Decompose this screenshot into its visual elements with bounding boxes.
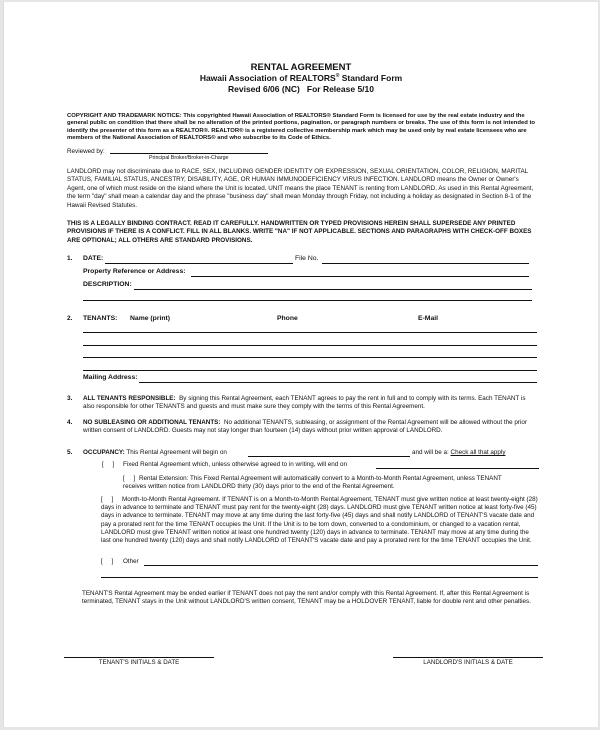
section-3-number: 3. (67, 395, 73, 402)
month-to-month-text: Month-to-Month Rental Agreement. If TENANT is on a Month-to-Month Rental Agreement, TENANT must give written notice at least twenty-eight (28) days in advance to terminate and TENANT must pay rent for the twenty-eight (28) days. LANDLORD must give TENANT written notice at least forty-five (45) days in advance to terminate. TENANT may move at any time during the last forty-five (45) days and shall notify LANDLORD of TENANT'S vacate date and pay a prorated rent for the time TENANT occupies the Unit. If the Unit is to be torn down, converted to a condominium, or changed to a vacation rental, LANDLORD must give TENANT written notice at least one hundred twenty (120) days in advance to terminate. TENANT may move at any time during the last one hundred twenty (120) days and shall notify LANDLORD of TENANT'S vacate date and pay a prorated rent for the time TENANT occupies the Unit. (101, 496, 538, 545)
other-label: Other (123, 558, 139, 565)
and-will-be-text: and will be a: (412, 449, 449, 456)
section-5-number: 5. (67, 449, 73, 456)
copyright-body: This copyrighted Hawaii Association of REALTORS® Standard Form is licensed for use by the real estate industry and the general public on condition that there shall be no alteration of the printed portions, pagination, or paragraph numbers or breaks. The use of this form is not intended to identify the presenter of this form as a REALTOR®. REALTOR® is a registered collective membership mark which may be used only by real estate licensees who are members of the National Association of REALTORS® and who subscribe to its Code of Ethics. (67, 113, 536, 141)
tenant-row-1[interactable] (83, 332, 537, 333)
tenant-row-4[interactable] (83, 370, 537, 371)
reviewed-by-label: Reviewed by: (67, 148, 105, 155)
extension-text: Rental Extension: This Fixed Rental Agreement will automatically convert to a Month-to-Month Rental Agreement, unless TENANT receives written notice from LANDLORD thirty (30) days prior to the end of the Rental Agreement. (123, 475, 502, 491)
section-3-text (83, 395, 535, 411)
other-field[interactable] (144, 565, 538, 566)
fixed-end-date-field[interactable] (376, 468, 539, 469)
property-address-label: Property Reference or Address: (83, 268, 186, 275)
date-label: DATE: (83, 255, 104, 262)
section-3-heading: ALL TENANTS RESPONSIBLE: (83, 395, 176, 402)
tenants-label: TENANTS: (83, 315, 118, 322)
fixed-checkbox[interactable]: [ ] (102, 461, 115, 468)
occupancy-intro: This Rental Agreement will begin on (126, 449, 227, 456)
tenant-initials-label: TENANT'S INITIALS & DATE (98, 659, 180, 666)
occupancy-begin-date-field[interactable] (248, 456, 410, 457)
termination-paragraph: TENANT'S Rental Agreement may be ended earlier if TENANT does not pay the rent and/or comply with this Rental Agreement. If, after this Rental Agreement is terminated, TENANT stays in the Unit without LANDLORD'S written consent, TENANT may be a HOLDOVER TENANT, liable for double rent and other penalties. (82, 590, 531, 606)
description-field-line-2[interactable] (83, 300, 532, 301)
copyright-heading: COPYRIGHT AND TRADEMARK NOTICE: (67, 113, 182, 119)
check-all-hint: Check all that apply (450, 449, 506, 456)
occupancy-intro-post (412, 449, 505, 457)
tenant-row-2[interactable] (83, 345, 537, 346)
landlord-initials-field[interactable] (393, 657, 543, 658)
subtitle-suffix: Standard Form (339, 73, 403, 83)
document-subtitle (4, 73, 598, 83)
tenants-col-email: E-Mail (418, 315, 439, 322)
tenant-initials-field[interactable] (64, 657, 214, 658)
section-3-body: By signing this Rental Agreement, each TENANT agrees to pay the rent in full and to comply with its terms. Each TENANT is also responsible for other TENANTS and guests and must make sure they comply with the terms of this Rental Agreement. (83, 395, 526, 411)
subtitle-text: Hawaii Association of REALTORS (199, 73, 336, 83)
occupancy-heading: OCCUPANCY: (83, 449, 125, 456)
tenant-row-3[interactable] (83, 357, 537, 358)
section-2-number: 2. (67, 315, 73, 322)
other-checkbox[interactable]: [ ] (101, 558, 114, 565)
property-address-field[interactable] (191, 276, 529, 277)
discrimination-paragraph: LANDLORD may not discriminate due to RACE, SEX, INCLUDING GENDER IDENTITY OR EXPRESSION, SEXUAL ORIENTATION, COLOR, RELIGION, MARITAL STATUS, FAMILIAL STATUS, ANCESTRY, DISABILITY, AGE, OR HUMAN IMMUNODEFICIENCY VIRUS INFECTION. LANDLORD means the Owner or Owner's Agent, one of which must reside on the island where the Unit is located. UNIT means the place TENANT is renting from LANDLORD. As used in this Rental Agreement, the term "day" shall mean a calendar day and the phrase "business day" shall mean Monday through Friday, not including a holiday as designated in Section 8-1 of the Hawaii Revised Statutes. (67, 168, 534, 209)
mailing-address-label: Mailing Address: (83, 374, 138, 381)
registered-mark: ® (335, 73, 340, 79)
section-4-heading: NO SUBLEASING OR ADDITIONAL TENANTS: (83, 419, 221, 426)
document-page (3, 2, 599, 727)
revision-line: Revised 6/06 (NC) For Release 5/10 (228, 84, 374, 94)
mailing-address-field[interactable] (139, 382, 537, 383)
other-field-line-2[interactable] (101, 577, 538, 578)
fixed-label: Fixed Rental Agreement which, unless otherwise agreed to in writing, will end on (123, 461, 348, 468)
tenants-col-phone: Phone (277, 315, 298, 322)
month-to-month-checkbox[interactable]: [ ] (101, 496, 114, 503)
file-no-label: File No. (295, 255, 319, 262)
extension-checkbox[interactable]: [ ] (123, 475, 136, 482)
binding-contract-notice: THIS IS A LEGALLY BINDING CONTRACT. READ IT CAREFULLY. HANDWRITTEN OR TYPED PROVISIONS HEREIN SHALL SUPERSEDE ANY PRINTED PROVISIONS IF THERE IS A CONFLICT. FILL IN ALL BLANKS. WRITE "NA" IF NOT APPLICABLE. SECTIONS AND PARAGRAPHS WITH CHECK-OFF BOXES ARE OPTIONAL; ALL OTHERS ARE STANDARD PROVISIONS. (67, 220, 532, 244)
section-4-number: 4. (67, 419, 73, 426)
description-label: DESCRIPTION: (83, 281, 132, 288)
section-1-number: 1. (67, 255, 73, 262)
file-no-field[interactable] (322, 263, 529, 264)
description-field[interactable] (134, 289, 532, 290)
reviewed-by-caption: Principal Broker/Broker-in-Charge (149, 155, 229, 161)
tenants-col-name: Name (print) (130, 315, 171, 322)
date-field[interactable] (105, 263, 293, 264)
occupancy-heading-line (83, 449, 227, 457)
landlord-initials-label: LANDLORD'S INITIALS & DATE (423, 659, 513, 666)
document-title: RENTAL AGREEMENT (250, 62, 352, 73)
copyright-notice (67, 113, 535, 142)
reviewed-by-field[interactable] (110, 153, 268, 154)
section-4-body: No additional TENANTS, subleasing, or assignment of the Rental Agreement will be allowed without the prior written consent of LANDLORD. Guests may not stay longer than fourteen (14) days without prior written approval of LANDLORD. (83, 419, 527, 435)
section-4-text (83, 419, 539, 435)
